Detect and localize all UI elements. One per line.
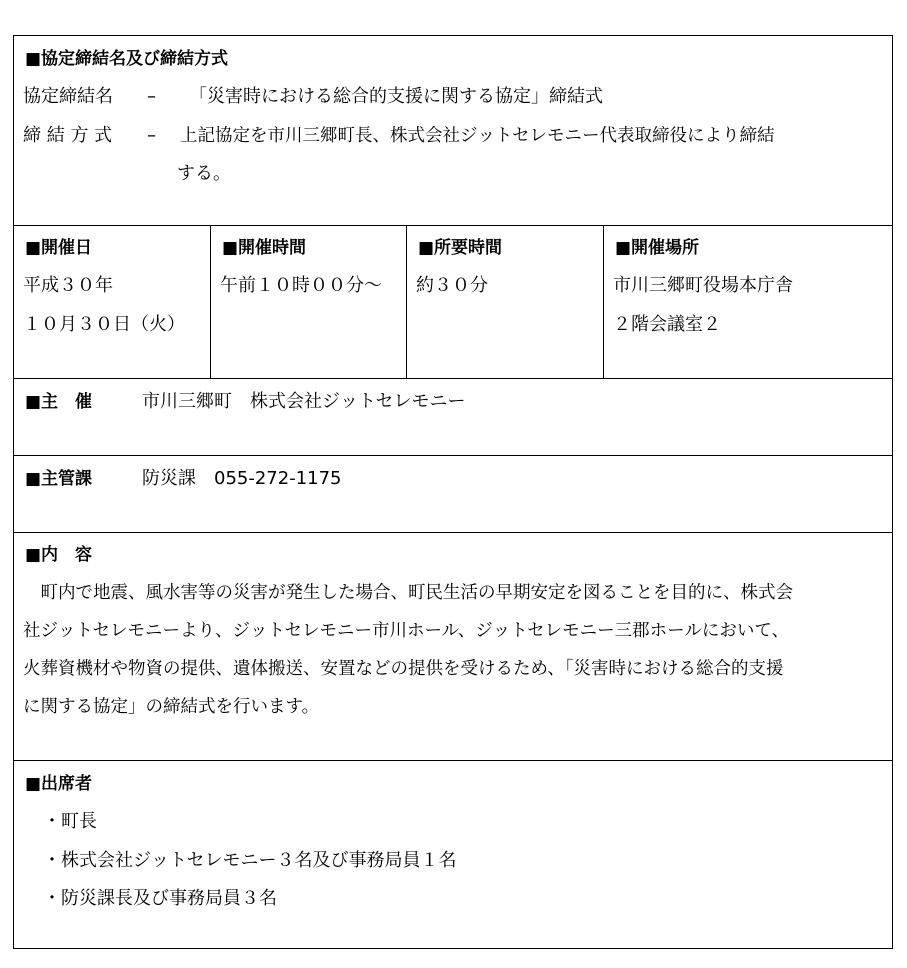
content-heading: ■内 容 — [25, 545, 93, 565]
venue-heading: ■開催場所 — [615, 238, 700, 258]
time-line1: 午前１０時００分～ — [220, 275, 382, 296]
agreement-method-line1: 上記協定を市川三郷町長、株式会社ジットセレモニー代表取締役により締結 — [180, 126, 775, 146]
department-heading: ■主管課 — [25, 469, 93, 489]
agreement-method-dash: – — [147, 125, 156, 146]
event-outline-table — [13, 35, 893, 949]
agreement-method-line2: する。 — [177, 163, 231, 184]
date-line1: 平成３０年 — [23, 275, 113, 296]
agreement-method-label: 締 結 方 式 — [23, 125, 113, 146]
content-line: に関する協定」の締結式を行います。 — [23, 697, 320, 717]
agreement-name-dash: – — [147, 86, 156, 107]
organizer-section — [14, 379, 892, 456]
duration-heading: ■所要時間 — [418, 238, 503, 258]
attendees-heading: ■出席者 — [25, 774, 93, 794]
date-line2: １０月３０日（火） — [23, 314, 185, 335]
venue-cell — [604, 226, 892, 378]
date-cell — [14, 226, 211, 378]
department-value: 防災課 055-272-1175 — [142, 468, 342, 489]
date-heading: ■開催日 — [25, 238, 93, 258]
content-section — [14, 533, 892, 761]
attendee-item: ・町長 — [43, 811, 97, 832]
attendee-item: ・防災課長及び事務局員３名 — [43, 888, 277, 909]
duration-cell — [407, 226, 604, 378]
organizer-heading: ■主 催 — [25, 392, 93, 412]
time-cell — [211, 226, 407, 378]
agreement-heading: ■協定締結名及び締結方式 — [25, 49, 229, 69]
agreement-section — [14, 36, 892, 226]
attendee-item: ・株式会社ジットセレモニー３名及び事務局員１名 — [43, 850, 457, 871]
agreement-name-value: 「災害時における総合的支援に関する協定」締結式 — [189, 86, 603, 107]
venue-line2: ２階会議室２ — [613, 314, 721, 335]
duration-line1: 約３０分 — [416, 275, 488, 296]
content-line: 町内で地震、風水害等の災害が発生した場合、町民生活の早期安定を図ることを目的に、株式会 — [23, 583, 793, 603]
schedule-section — [14, 226, 892, 379]
content-line: 社ジットセレモニーより、ジットセレモニー市川ホール、ジットセレモニー三郡ホールにおいて、 — [23, 621, 789, 641]
agreement-name-label: 協定締結名 — [23, 86, 113, 107]
venue-line1: 市川三郷町役場本庁舎 — [613, 275, 793, 296]
department-section — [14, 456, 892, 533]
organizer-value: 市川三郷町 株式会社ジットセレモニー — [142, 391, 466, 412]
time-heading: ■開催時間 — [222, 238, 307, 258]
content-line: 火葬資機材や物資の提供、遺体搬送、安置などの提供を受けるため、「災害時における総合的支援 — [23, 659, 784, 679]
attendees-section — [14, 761, 892, 948]
